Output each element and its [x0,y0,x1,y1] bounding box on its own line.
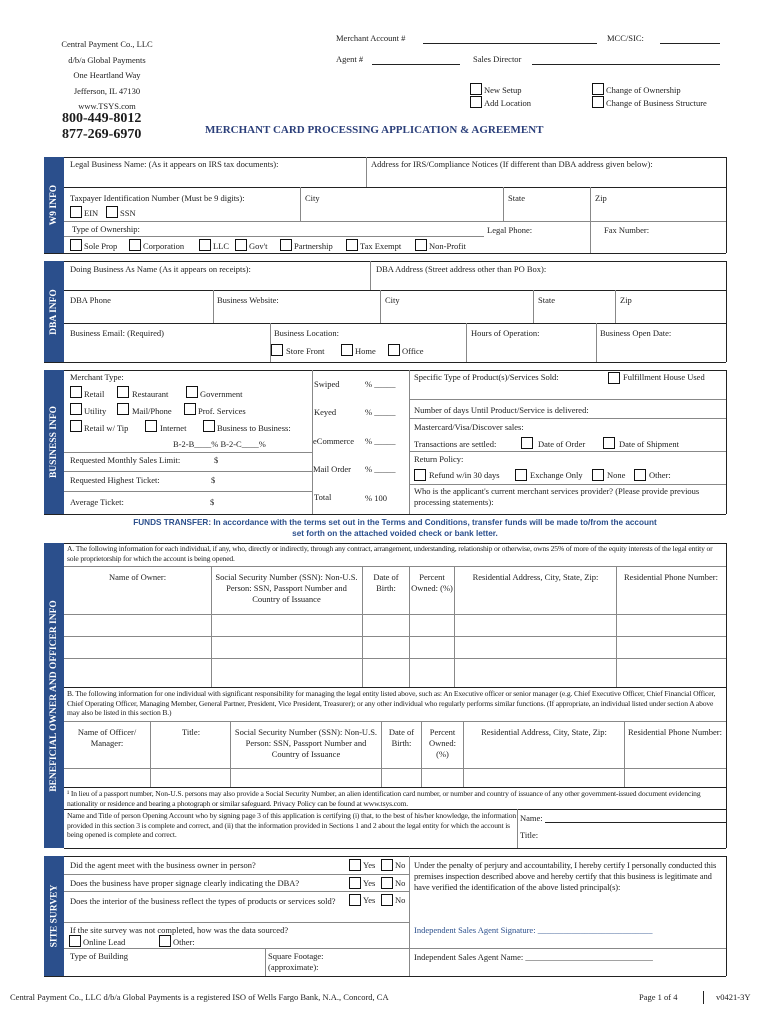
b2b-checkbox[interactable] [203,420,215,432]
business-section-tab [44,370,64,514]
passport-footnote: ¹ In lieu of a passport number, Non-U.S. persons may also provide a Social Security Number, an alien identification card number, or number and country of issuance of any other government-issued document evidencing nationality or residence and bearing a photograph or similar safeguard. Privacy Policy can be found at www.tsys.com. [67,789,701,808]
location-option: Home [355,346,376,356]
ssn-checkbox[interactable] [106,206,118,218]
site-survey-tab-label: SITE SURVEY [49,884,60,948]
merchant-account-field[interactable] [423,43,597,44]
no-label: No [395,895,406,905]
header-officer-ssn: Social Security Number (SSN): Non-U.S. Person: SSN, Passport Number and Country of Issuance [234,727,378,759]
dba-tab-label: DBA INFO [49,288,60,335]
version-code: v0421-3Y [716,992,751,1002]
other-return-checkbox[interactable] [634,469,646,481]
owners-section-tab [44,543,64,848]
govt-checkbox[interactable] [235,239,247,251]
merchant-type-option: Internet [160,423,187,433]
irs-address-label: Address for IRS/Compliance Notices (If different than DBA address given below): [371,159,653,169]
legal-phone-label: Legal Phone: [487,225,533,235]
no-label: No [395,878,406,888]
header-owner-name: Name of Owner: [108,572,167,582]
restaurant-checkbox[interactable] [117,386,129,398]
retail-tip-checkbox[interactable] [70,420,82,432]
none-label: None [607,470,626,480]
date-of-shipment-checkbox[interactable] [603,437,615,449]
hours-label: Hours of Operation: [471,328,540,338]
yes-label: Yes [363,878,376,888]
exchange-label: Exchange Only [530,470,583,480]
keyed-percent: % _____ [365,407,396,417]
company-line: d/b/a Global Payments [68,54,146,65]
keyed-label: Keyed [314,407,337,417]
merchant-type-option: Utility [84,406,107,416]
other-source-label: Other: [173,937,195,947]
q3-no-checkbox[interactable] [381,894,393,906]
header-dob: Date of Birth: [373,572,399,593]
other-return-label: Other: [649,470,671,480]
settled-label: Transactions are settled: [414,439,497,449]
store-front-checkbox[interactable] [271,344,283,356]
certification-text: Name and Title of person Opening Account who by signing page 3 of this application is certifying (i) that, to the best of his/her knowledge, the information provided in this section 3 is complete and correct, and (ii) that the information provided in Sections 1 and 2 about the legal entity for which the account is being opened is complete and correct. [67,811,517,840]
monthly-limit-label: Requested Monthly Sales Limit: [70,455,181,465]
phone-number: 800-449-8012 [62,111,142,126]
change-structure-checkbox[interactable] [592,96,604,108]
dba-phone-label: DBA Phone [70,295,111,305]
section-b-text: B. The following information for one individual with significant responsibility for managing the legal entity listed above, such as: An Executive officer or senior manager (e.g. Chief Executive Officer, Chief Financial Officer, Chief Operating Officer, Managing Member, General Partner, President, Vice President, Treasurer); or any other individual who regularly performs similar functions. (If appropriate, an individual listed under section A above may also be listed in this section B.) [67,689,716,718]
yes-label: Yes [363,860,376,870]
header-officer-address: Residential Address, City, State, Zip: [481,727,607,737]
mail-phone-checkbox[interactable] [117,403,129,415]
header-officer-percent: Percent Owned: (%) [429,727,456,759]
government-checkbox[interactable] [186,386,198,398]
section-a-text: A. The following information for each individual, if any, who, directly or indirectly, through any contract, arrangement, understanding, relationship or otherwise, owns 25% of more of the equity interests of the legal entity or sole proprietorship for which the account is being opened. [67,544,713,563]
prof-services-checkbox[interactable] [184,403,196,415]
w9-tab-label: W9 INFO [49,184,59,226]
agent-name-field[interactable]: Independent Sales Agent Name: ______________________________ [414,952,653,962]
total-percent: % 100 [365,493,387,503]
header-officer-phone: Residential Phone Number: [628,727,722,737]
avg-ticket-label: Average Ticket: [70,497,124,507]
header-phone: Residential Phone Number: [624,572,718,582]
agent-label: Agent # [336,54,364,64]
legal-name-label: Legal Business Name: (As it appears on IRS tax documents): [70,159,279,169]
merchant-type-option: Government [200,389,243,399]
add-location-label: Add Location [484,98,531,108]
merchant-type-option: Mail/Phone [132,406,172,416]
agent-signature-field[interactable]: Independent Sales Agent Signature: ___________________________ [414,925,653,935]
header-ssn: Social Security Number (SSN): Non-U.S. Person: SSN, Passport Number and Country of Issuance [215,572,358,604]
company-address [44,37,170,115]
page-title: MERCHANT CARD PROCESSING APPLICATION & AGREEMENT [205,124,544,136]
non-profit-checkbox[interactable] [415,239,427,251]
w9-state-label: State [508,193,525,203]
ownership-option: Gov't [249,241,268,251]
w9-city-label: City [305,193,320,203]
internet-checkbox[interactable] [145,420,157,432]
owners-tab-label: BENEFICIAL OWNER AND OFFICER INFO [49,599,60,792]
cert-name-label: Name: [520,813,543,823]
currency-symbol: $ [210,497,215,507]
office-checkbox[interactable] [388,344,400,356]
card-sales-label: Mastercard/Visa/Discover sales: [414,422,524,432]
add-location-checkbox[interactable] [470,96,482,108]
date-of-shipment-label: Date of Shipment [619,439,679,449]
ownership-option: Sole Prop [84,241,118,251]
phone-number: 877-269-6970 [62,127,142,142]
highest-ticket-label: Requested Highest Ticket: [70,475,160,485]
ssn-label: SSN [120,208,136,218]
footer-disclaimer: Central Payment Co., LLC d/b/a Global Payments is a registered ISO of Wells Fargo Bank, N.A., Concord, CA [10,992,389,1002]
survey-question: Does the business have proper signage clearly indicating the DBA? [70,878,300,888]
swiped-label: Swiped [314,379,340,389]
header-officer-title: Title: [181,727,201,737]
header-percent-owned: Percent Owned: (%) [411,572,453,593]
ownership-option: Tax Exempt [360,241,402,251]
merchant-type-option: Restaurant [132,389,169,399]
products-label: Specific Type of Product(s)/Services Sold: [414,372,559,382]
dba-name-label: Doing Business As Name (As it appears on receipts): [70,264,251,274]
merchant-type-option: Retail [84,389,105,399]
other-source-checkbox[interactable] [159,935,171,947]
dba-address-label: DBA Address (Street address other than PO Box): [376,264,547,274]
ownership-option: Partnership [294,241,333,251]
merchant-type-label: Merchant Type: [70,372,124,382]
funds-transfer-notice [64,517,726,539]
delivery-days-label: Number of days Until Product/Service is delivered: [414,405,589,415]
online-lead-label: Online Lead [83,937,126,947]
page-number: Page 1 of 4 [639,992,678,1002]
header-address: Residential Address, City, State, Zip: [472,572,599,582]
current-provider-label: Who is the applicant's current merchant services provider? (Please provide previous processing statements): [414,486,700,507]
online-lead-checkbox[interactable] [69,935,81,947]
total-label: Total [314,492,332,502]
cert-title-label: Title: [520,830,539,840]
fax-label: Fax Number: [604,225,650,235]
home-checkbox[interactable] [341,344,353,356]
email-label: Business Email: (Required) [70,328,164,338]
refund-checkbox[interactable] [414,469,426,481]
dba-section-tab [44,261,64,362]
company-line: Central Payment Co., LLC [61,39,153,49]
fulfillment-checkbox[interactable] [608,372,620,384]
company-line: One Heartland Way [73,70,141,80]
yes-label: Yes [363,895,376,905]
agent-field[interactable] [372,64,460,65]
website-label: Business Website: [217,295,279,305]
header-officer-name: Name of Officer/ Manager: [77,727,137,748]
cert-name-field[interactable] [545,822,726,823]
ecommerce-percent: % _____ [365,436,396,446]
ownership-option: LLC [213,241,230,251]
new-setup-label: New Setup [484,85,522,95]
business-tab-label: BUSINESS INFO [49,405,60,479]
building-type-label: Type of Building [70,951,128,961]
utility-checkbox[interactable] [70,403,82,415]
corporation-checkbox[interactable] [129,239,141,251]
penalty-statement: Under the penalty of perjury and accountability, I hereby certify I personally conducted this premises inspection described above and hereby certify that this business is legitimate and have verified the identification of the above listed principal(s): [414,860,717,892]
q2-no-checkbox[interactable] [381,877,393,889]
merchant-type-option: Retail w/ Tip [84,423,129,433]
open-date-label: Business Open Date: [600,328,672,338]
site-survey-tab [44,856,64,976]
ownership-option: Corporation [143,241,185,251]
date-of-order-checkbox[interactable] [521,437,533,449]
change-ownership-label: Change of Ownership [606,85,681,95]
w9-section-tab [44,157,64,253]
sole-prop-checkbox[interactable] [70,239,82,251]
survey-question: Did the agent meet with the business owner in person? [70,860,256,870]
dba-state-label: State [538,295,555,305]
sales-director-field[interactable] [532,64,720,65]
fulfillment-label: Fulfillment House Used [623,372,705,382]
new-setup-checkbox[interactable] [470,83,482,95]
square-footage-label: Square Footage: (approximate): [268,951,324,972]
sales-director-label: Sales Director [473,54,522,64]
currency-symbol: $ [214,455,219,465]
header-officer-dob: Date of Birth: [388,727,415,748]
merchant-account-label: Merchant Account # [336,33,406,43]
partnership-checkbox[interactable] [280,239,292,251]
mcc-label: MCC/SIC: [607,33,644,43]
q1-no-checkbox[interactable] [381,859,393,871]
ownership-type-label: Type of Ownership: [72,224,140,234]
q2-yes-checkbox[interactable] [349,877,361,889]
location-option: Office [402,346,424,356]
exchange-checkbox[interactable] [515,469,527,481]
llc-checkbox[interactable] [199,239,211,251]
refund-label: Refund w/in 30 days [429,470,500,480]
change-structure-label: Change of Business Structure [606,98,707,108]
ecommerce-label: eCommerce [313,436,355,446]
return-policy-label: Return Policy: [414,454,464,464]
location-option: Store Front [286,346,325,356]
no-label: No [395,860,406,870]
dba-zip-label: Zip [620,295,632,305]
dba-city-label: City [385,295,400,305]
survey-question: If the site survey was not completed, how was the data sourced? [70,925,289,935]
company-line: Jefferson, IL 47130 [73,85,141,96]
mail-order-percent: % _____ [365,464,396,474]
change-ownership-checkbox[interactable] [592,83,604,95]
none-checkbox[interactable] [592,469,604,481]
q3-yes-checkbox[interactable] [349,894,361,906]
ein-label: EIN [84,208,99,218]
company-line: www.TSYS.com [78,101,136,111]
date-of-order-label: Date of Order [538,439,586,449]
retail-checkbox[interactable] [70,386,82,398]
merchant-type-option: Business to Business: [217,423,291,433]
location-label: Business Location: [274,328,339,338]
survey-question: Does the interior of the business reflect the types of products or services sold? [70,896,336,906]
ownership-option: Non-Profit [429,241,466,251]
funds-transfer-line: FUNDS TRANSFER: In accordance with the terms set out in the Terms and Conditions, transfer funds will be made to/from the account [133,518,657,527]
swiped-percent: % _____ [365,379,396,389]
mcc-field[interactable] [660,43,720,44]
tin-label: Taxpayer Identification Number (Must be 9 digits): [70,193,245,203]
ein-checkbox[interactable] [70,206,82,218]
b2b-percent: B-2-B____% B-2-C____% [173,439,266,449]
mail-order-label: Mail Order [313,464,352,474]
funds-transfer-line: set forth on the attached voided check or bank letter. [292,529,498,538]
merchant-type-option: Prof. Services [198,406,246,416]
q1-yes-checkbox[interactable] [349,859,361,871]
currency-symbol: $ [211,475,216,485]
tax-exempt-checkbox[interactable] [346,239,358,251]
w9-zip-label: Zip [595,193,607,203]
